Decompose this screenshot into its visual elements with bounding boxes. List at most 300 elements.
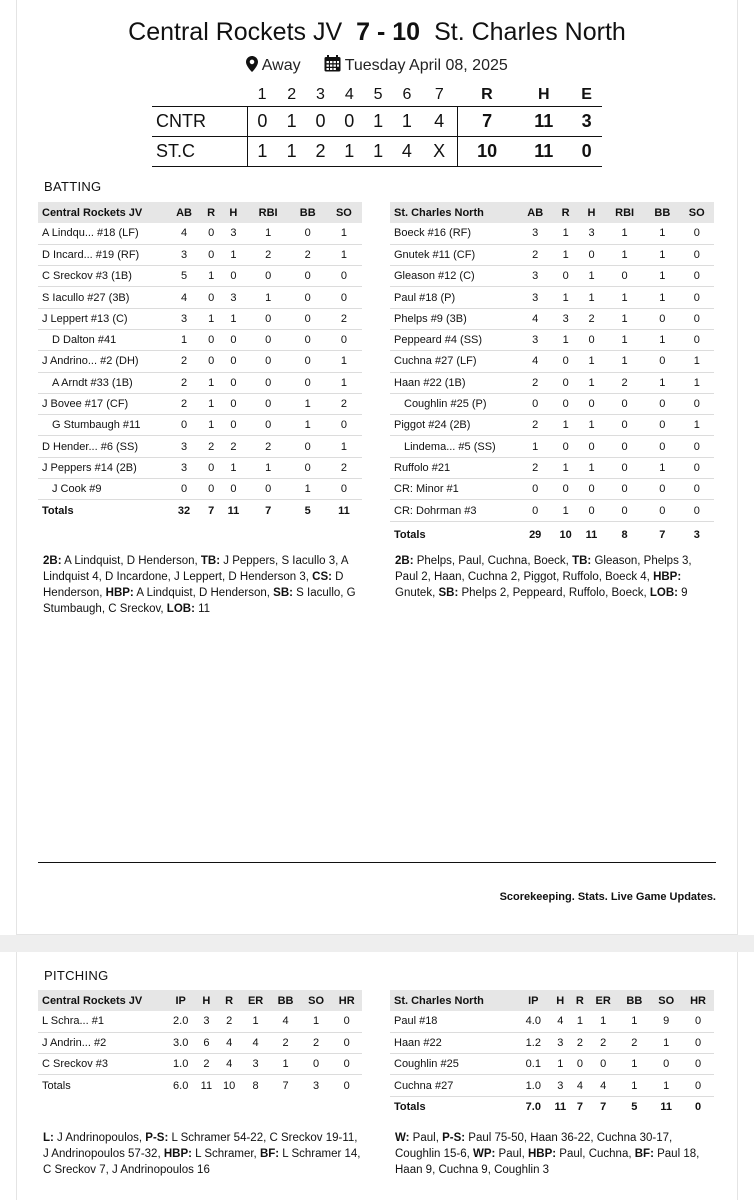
inning-runs: 1 [401,110,412,131]
stat-value: 2 [270,1032,301,1053]
total-hits: 11 [534,110,554,131]
total-value: 7.0 [525,1101,541,1114]
stat-value: 2 [202,436,220,457]
stat-value: 0 [572,1054,588,1075]
player-row [38,457,362,478]
pitching-notes-central [43,1130,365,1178]
note-text: Gleason, Phelps 3, Paul 2, Haan, Cuchna 2, Piggot, Ruffolo, Boeck 4, [395,555,692,583]
stat-column-header: SO [301,990,332,1011]
inning-runs: 4 [434,110,445,131]
team-column-header: St. Charles North [390,990,518,1011]
stat-value: 4 [166,287,202,308]
player-row [38,1011,362,1032]
stat-value: 1 [604,287,645,308]
stat-value: 4 [518,351,552,372]
stat-value: 1 [579,351,604,372]
note-text: D Henderson, [43,571,344,599]
errors-header: E [581,85,592,103]
stat-value: 1 [220,457,246,478]
stat-value: 0 [247,479,290,500]
player-row [38,415,362,436]
player-name: Haan #22 [390,1032,518,1053]
totals-label: Totals [394,529,426,542]
player-name: S Iacullo #27 (3B) [38,287,166,308]
stat-value: 2 [604,372,645,393]
stat-value: 2 [326,393,362,414]
stat-value: 4 [588,1075,619,1096]
stat-column-header: R [572,990,588,1011]
stat-value: 0 [680,244,714,265]
player-row [38,1054,362,1075]
stat-value: 0 [202,223,220,244]
inning-header: 3 [316,85,325,103]
stat-value: 1 [220,244,246,265]
stat-value: 0 [645,308,679,329]
stat-value: 1 [552,244,579,265]
stat-value: 0 [247,308,290,329]
note-text: L Schramer 54-22, C Sreckov 19-11, J Andrinopoulos 57-32, [43,1132,358,1160]
team-column-header: Central Rockets JV [38,990,166,1011]
stat-value: 0 [604,436,645,457]
stat-value: 0 [645,436,679,457]
stat-value: 6 [195,1032,217,1053]
stat-column-header: SO [650,990,682,1011]
player-name: C Sreckov #3 [38,1054,166,1075]
note-text: Paul, [495,1148,528,1160]
player-name: J Andrino... #2 (DH) [38,351,166,372]
stat-value: 1 [579,457,604,478]
player-row [390,287,714,308]
stat-column-header: SO [326,202,362,223]
player-name: Gnutek #11 (CF) [390,244,518,265]
player-row [390,351,714,372]
inning-runs: 1 [373,140,384,161]
inning-runs: X [433,140,446,161]
total-value: 10 [223,1080,236,1093]
stat-value: 4 [217,1054,241,1075]
stat-value: 0 [518,393,552,414]
note-text: Paul, [409,1132,443,1144]
stat-value: 0 [247,415,290,436]
player-name: C Sreckov #3 (1B) [38,266,166,287]
stat-value: 1 [301,1011,332,1032]
stat-value: 0 [552,479,579,500]
total-hits: 11 [534,140,554,161]
total-value: 3 [313,1080,320,1093]
stat-value: 1 [645,244,679,265]
player-name: CR: Dohrman #3 [390,500,518,521]
stat-value: 1 [680,415,714,436]
stat-value: 1 [552,223,579,244]
stat-value: 1 [645,372,679,393]
note-label: LOB: [166,603,195,615]
stat-column-header: BB [290,202,326,223]
player-row [390,1054,714,1075]
inning-header: 6 [402,85,412,103]
inning-header: 5 [373,85,383,103]
stat-column-header: ER [588,990,619,1011]
pitching-table-central [38,990,362,1097]
stat-value: 1.0 [166,1054,195,1075]
total-value: 11 [660,1101,672,1114]
note-label: L: [43,1132,54,1144]
stat-value: 0 [604,500,645,521]
stat-value: 0 [166,479,202,500]
stat-value: 0 [326,266,362,287]
stat-value: 2 [588,1032,619,1053]
stat-column-header: H [549,990,572,1011]
inning-header: 2 [287,85,297,103]
total-value: 8 [252,1080,259,1093]
stat-value: 0 [220,393,246,414]
stat-value: 2.0 [166,1011,195,1032]
stat-value: 0 [220,266,246,287]
stat-value: 1 [247,287,290,308]
stat-value: 0 [680,287,714,308]
stat-value: 0 [552,372,579,393]
total-value: 7 [282,1080,289,1093]
stat-value: 0 [326,287,362,308]
stat-value: 1 [326,223,362,244]
note-text: A Lindquist, D Henderson, [133,587,274,599]
stat-value: 1 [290,479,326,500]
player-name: L Schra... #1 [38,1011,166,1032]
total-value: 7 [659,529,666,542]
inning-header: 4 [344,85,354,103]
totals-row [390,521,714,549]
note-text: Phelps, Paul, Cuchna, Boeck, [413,555,573,567]
player-row [390,457,714,478]
stat-value: 1 [645,223,679,244]
stat-column-header: RBI [604,202,645,223]
stat-value: 0 [331,1011,362,1032]
stat-value: 1 [220,308,246,329]
stat-value: 4.0 [518,1011,549,1032]
player-row [390,266,714,287]
player-row [390,329,714,350]
stat-value: 1 [650,1032,682,1053]
stat-column-header: IP [166,990,195,1011]
stat-value: 0 [552,393,579,414]
line-score-row [152,106,602,136]
stat-value: 3 [241,1054,270,1075]
player-name: Paul #18 [390,1011,518,1032]
player-name: Coughlin #25 (P) [390,393,518,414]
stat-column-header: RBI [247,202,290,223]
player-row [390,393,714,414]
stat-value: 4 [166,223,202,244]
stat-value: 1 [326,351,362,372]
stat-column-header: R [217,990,241,1011]
player-name: CR: Minor #1 [390,479,518,500]
stat-value: 0 [680,500,714,521]
player-name: Ruffolo #21 [390,457,518,478]
inning-runs: 4 [401,140,412,161]
stat-value: 0 [645,393,679,414]
stat-value: 1 [618,1054,650,1075]
player-name: D Incard... #19 (RF) [38,244,166,265]
team-abbr: CNTR [156,110,206,131]
stat-value: 1 [202,372,220,393]
note-label: HBP: [105,587,134,599]
stat-value: 0 [579,479,604,500]
stat-value: 0 [680,479,714,500]
stat-value: 0 [680,266,714,287]
total-value: 8 [621,529,628,542]
total-value: 11 [227,505,240,518]
note-text: L Schramer, [191,1148,260,1160]
stat-value: 0 [645,479,679,500]
player-name: Gleason #12 (C) [390,266,518,287]
player-name: A Arndt #33 (1B) [38,372,166,393]
stat-value: 3 [166,457,202,478]
stat-value: 0.1 [518,1054,549,1075]
stat-value: 1 [552,329,579,350]
stat-value: 0 [680,329,714,350]
stat-value: 0 [579,329,604,350]
total-value: 10 [559,529,572,542]
stat-value: 1 [326,244,362,265]
stat-value: 1 [290,393,326,414]
line-score-row [152,136,602,166]
stat-column-header: BB [645,202,679,223]
stat-value: 1 [579,287,604,308]
total-value: 11 [338,505,350,518]
stat-value: 0 [645,351,679,372]
stat-value: 0 [680,436,714,457]
stat-value: 0 [290,436,326,457]
total-value: 7 [208,505,215,518]
note-text: Paul, Cuchna, [556,1148,635,1160]
stat-value: 0 [166,415,202,436]
pitching-table-stcharles [390,990,714,1118]
stat-value: 0 [552,351,579,372]
note-text: A Lindquist, D Henderson, [61,555,201,567]
batting-table-central [38,202,362,522]
stat-value: 2 [290,244,326,265]
stat-value: 0 [202,479,220,500]
player-name: A Lindqu... #18 (LF) [38,223,166,244]
away-team-name: St. Charles North [434,18,626,46]
stat-value: 0 [202,329,220,350]
player-name: Cuchna #27 (LF) [390,351,518,372]
footer-tagline: Scorekeeping. Stats. Live Game Updates. [499,891,716,903]
note-label: P-S: [145,1132,169,1144]
stat-value: 0 [290,351,326,372]
stat-column-header: BB [270,990,301,1011]
stat-value: 1 [202,415,220,436]
stat-value: 3 [166,244,202,265]
player-row [390,479,714,500]
note-label: BF: [634,1148,654,1160]
stat-column-header: AB [518,202,552,223]
stat-value: 0 [645,500,679,521]
note-label: P-S: [442,1132,466,1144]
stat-value: 0 [588,1054,619,1075]
stat-value: 2 [579,308,604,329]
location-label: Away [261,57,301,74]
stat-column-header: H [579,202,604,223]
player-row [390,223,714,244]
note-label: WP: [473,1148,496,1160]
note-label: TB: [572,555,592,567]
stat-value: 0 [680,393,714,414]
player-name: Coughlin #25 [390,1054,518,1075]
stat-value: 1 [645,329,679,350]
stat-value: 0 [680,223,714,244]
stat-value: 0 [220,415,246,436]
player-row [38,287,362,308]
stat-value: 0 [650,1054,682,1075]
inning-runs: 1 [247,136,277,166]
stat-value: 3 [518,329,552,350]
inning-runs: 0 [344,110,355,131]
inning-header: 1 [257,85,267,103]
stat-value: 4 [518,308,552,329]
total-errors: 0 [581,140,592,161]
stat-value: 1 [588,1011,619,1032]
stat-value: 0 [220,351,246,372]
stat-value: 3 [166,436,202,457]
stat-value: 1 [270,1054,301,1075]
stat-value: 2 [166,351,202,372]
stat-value: 2 [518,372,552,393]
stat-value: 1 [680,372,714,393]
stat-value: 1 [202,393,220,414]
final-score: 7 - 10 [356,18,421,46]
note-text: Paul 18, Haan 9, Cuchna 9, Coughlin 3 [395,1148,700,1176]
stat-value: 2 [326,308,362,329]
stat-value: 0 [680,457,714,478]
stat-value: 1 [604,244,645,265]
note-text: 9 [677,587,688,599]
stat-value: 0 [326,479,362,500]
total-value: 6.0 [173,1080,189,1093]
stat-value: 0 [604,457,645,478]
stat-value: 0 [290,329,326,350]
player-name: J Leppert #13 (C) [38,308,166,329]
player-row [38,223,362,244]
stat-value: 0 [247,329,290,350]
stat-value: 0 [604,415,645,436]
note-text: S Iacullo, G Stumbaugh, C Sreckov, [43,587,356,615]
note-text: Phelps 2, Peppeard, Ruffolo, Boeck, [458,587,650,599]
stat-value: 0 [518,479,552,500]
page-gap [0,935,754,952]
total-value: 7 [265,505,272,518]
player-row [38,372,362,393]
stat-value: 4 [270,1011,301,1032]
totals-label: Totals [394,1101,426,1114]
stat-value: 3 [518,287,552,308]
player-name: Phelps #9 (3B) [390,308,518,329]
stat-value: 2 [217,1011,241,1032]
player-name: Lindema... #5 (SS) [390,436,518,457]
stat-column-header: ER [241,990,270,1011]
stat-value: 1 [618,1075,650,1096]
stat-value: 0 [290,266,326,287]
stat-value: 3 [220,223,246,244]
batting-notes-central [43,553,365,617]
stat-column-header: HR [682,990,714,1011]
stat-value: 0 [290,457,326,478]
stat-value: 0 [326,329,362,350]
inning-runs: 1 [286,140,297,161]
player-row [390,372,714,393]
note-text: Paul 75-50, Haan 36-22, Cuchna 30-17, Coughlin 15-6, [395,1132,673,1160]
stat-value: 0 [552,266,579,287]
stat-value: 0 [579,244,604,265]
total-value: 11 [585,529,598,542]
team-column-header: Central Rockets JV [38,202,166,223]
stat-value: 0 [247,351,290,372]
divider [38,862,716,863]
stat-value: 1 [247,457,290,478]
stat-value: 1 [549,1054,572,1075]
stat-value: 1 [645,287,679,308]
stat-value: 0 [604,393,645,414]
note-label: W: [395,1132,410,1144]
total-runs: 7 [457,106,516,136]
stat-value: 1 [680,351,714,372]
player-name: J Bovee #17 (CF) [38,393,166,414]
stat-value: 1 [202,308,220,329]
note-label: SB: [273,587,293,599]
player-name: Boeck #16 (RF) [390,223,518,244]
total-value: 5 [304,505,311,518]
stat-value: 1 [579,415,604,436]
player-name: Piggot #24 (2B) [390,415,518,436]
player-row [390,244,714,265]
player-name: J Cook #9 [38,479,166,500]
note-label: HBP: [653,571,682,583]
stat-value: 1 [618,1011,650,1032]
stat-value: 3 [579,223,604,244]
location-pin-icon [246,57,258,74]
note-label: LOB: [649,587,678,599]
stat-value: 2 [166,393,202,414]
total-value: 11 [200,1080,213,1093]
stat-value: 1 [645,266,679,287]
stat-value: 3 [518,266,552,287]
stat-value: 1 [604,351,645,372]
note-label: HBP: [527,1148,557,1160]
stat-value: 0 [220,372,246,393]
line-score [152,84,602,167]
calendar-icon [324,57,341,74]
stat-value: 1 [579,266,604,287]
note-label: BF: [259,1148,280,1160]
stat-value: 0 [220,479,246,500]
stat-value: 1 [326,372,362,393]
total-value: 7 [600,1101,607,1114]
inning-runs: 2 [315,140,326,161]
stat-value: 1 [650,1075,682,1096]
home-team-name: Central Rockets JV [128,18,343,46]
player-row [390,308,714,329]
stat-value: 0 [247,372,290,393]
runs-header: R [481,85,493,103]
stat-value: 4 [217,1032,241,1053]
player-row [38,244,362,265]
stat-column-header: H [195,990,217,1011]
player-row [38,1032,362,1053]
stat-value: 1 [202,266,220,287]
stat-value: 5 [166,266,202,287]
stat-value: 0 [290,223,326,244]
stat-column-header: R [202,202,220,223]
hits-header: H [538,85,550,103]
